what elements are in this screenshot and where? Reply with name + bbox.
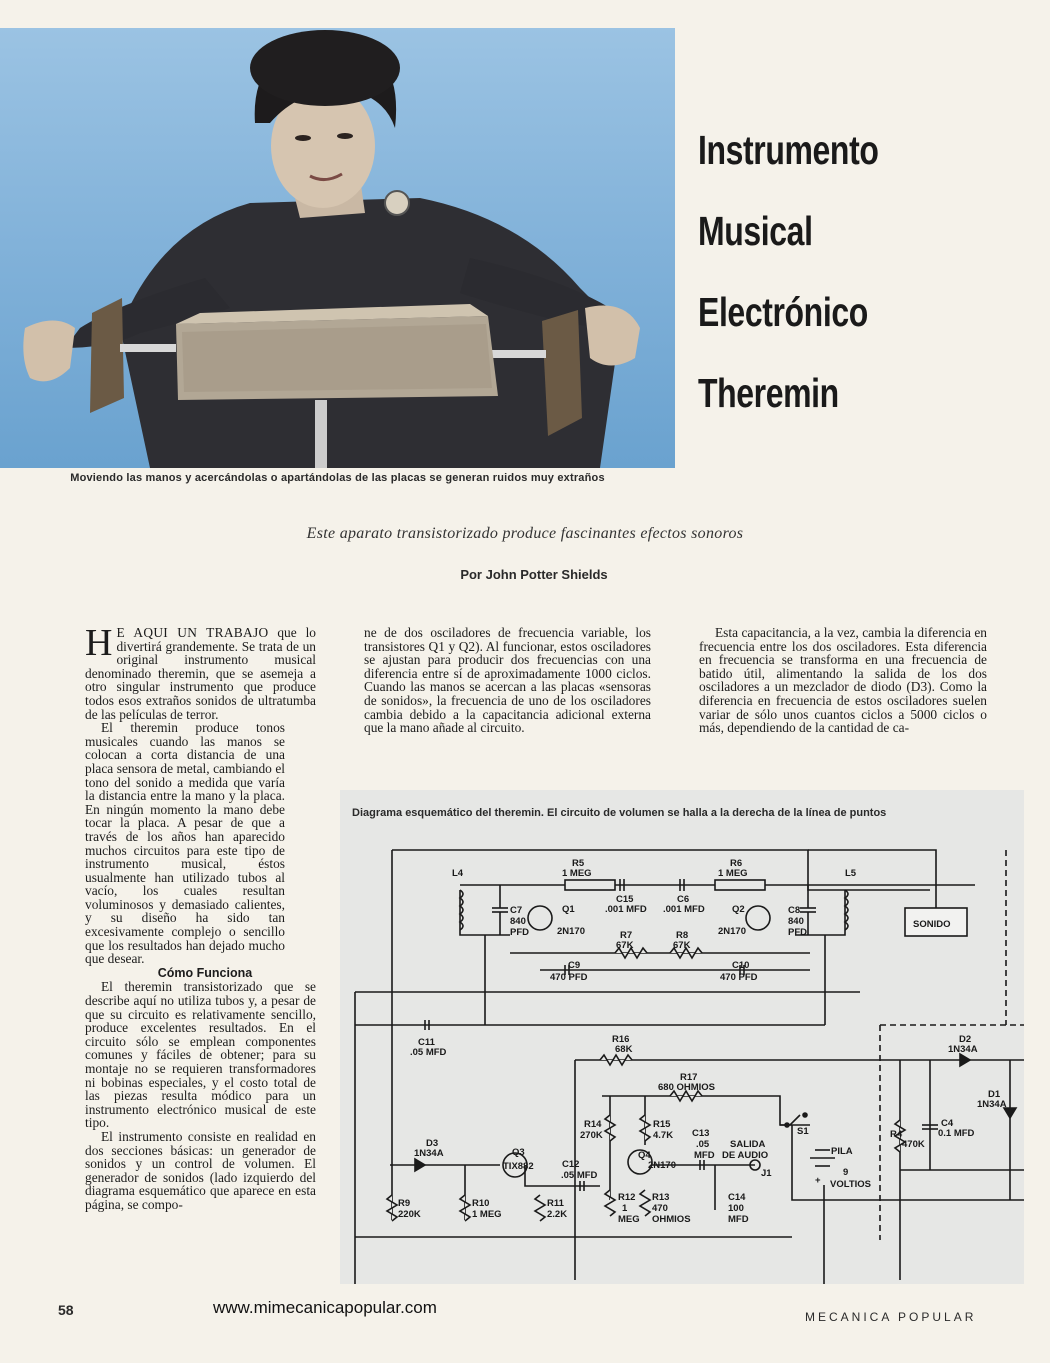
schematic-labels [340,790,1024,1284]
label-q3-type: TIX882 [503,1161,534,1172]
label-r10: R10 [472,1198,490,1209]
label-r6: R6 [730,858,743,869]
paragraph: El instrumento consiste en realidad en dos secciones básicas: un generador de sonidos y un control de volumen. El generador de sonidos (lado izquierdo del diagrama esquemático que aparece en esta página, se compo- [85,1128,316,1212]
label-c4: C4 [941,1118,954,1129]
label-r8: R8 [676,930,689,941]
label-c15: C15 [616,894,634,905]
label-d3: D3 [426,1138,439,1149]
schematic-diagram [340,790,1024,1284]
label-c7-value: 840 [510,916,526,927]
label-d1-value: 1N34A [977,1099,1007,1110]
label-r6-value: 1 MEG [718,868,748,879]
label-c14-value: 100 [728,1203,744,1214]
label-r12-value: 1 [622,1203,628,1214]
label-s1: S1 [797,1126,809,1137]
label-c4-value: 0.1 MFD [938,1128,975,1139]
label-r15-value: 4.7K [653,1130,674,1141]
label-r4-value: 470K [902,1139,925,1150]
label-r11: R11 [547,1198,564,1209]
label-r13-value: 470 [652,1203,668,1214]
title-line: Instrumento [698,127,879,173]
label-c6-value: .001 MFD [663,904,705,915]
photo-caption: Moviendo las manos y acercándolas o apartándolas de las placas se generan ruidos muy extraños [70,472,605,484]
label-r17: R17 [680,1072,698,1083]
text-column-1 [85,622,316,1212]
label-c13-unit: MFD [694,1150,715,1161]
label-salida: SALIDA [730,1139,766,1150]
label-c13-value: .05 [696,1139,710,1150]
label-c7-unit: PFD [510,927,529,938]
label-r13: R13 [652,1192,670,1203]
label-d2-value: 1N34A [948,1044,978,1055]
label-d3-value: 1N34A [414,1148,444,1159]
label-r14-value: 270K [580,1130,603,1141]
paragraph: El theremin transistorizado que se describe aquí no utiliza tubos y, a pesar de que su circuito es relativamente sencillo, produce excelentes resultados. En el circuito sólo se emplean componentes comunes y fáciles de obtener; para su montaje no se requieren transformadores ni bobinas especiales, y el costo total de las piezas resulta módico para un instrumento electrónico musical de este tipo. [85,979,316,1131]
label-c15-value: .001 MFD [605,904,647,915]
label-c7: C7 [510,905,523,916]
label-c9-value: 470 PFD [550,972,588,983]
text-column-3 [699,626,987,735]
label-r12-unit: MEG [618,1214,640,1225]
paragraph: El theremin produce tonos musicales cuando las manos se colocan a corta distancia de una placa sensora de metal, cambiando el tono del sonido a medida que varía la distancia entre la mano y la placa. En ningún momento la mano debe tocar la placa. A pesar de que a través de los años han aparecido muchos circuitos para este tipo de instrumento musical, éstos usualmente han utilizado tubos al vacío, los cuales resultan voluminosos y demasiado calientes, y su diseño ha sido tan excesivamente complejo o sencillo que los resultados han dejado mucho que desear. [85,720,285,967]
label-c13: C13 [692,1128,710,1139]
label-sonido: SONIDO [913,919,951,930]
label-c14: C14 [728,1192,746,1203]
label-j1: J1 [761,1168,772,1179]
title-line: Theremin [698,370,839,416]
label-c11: C11 [418,1037,435,1048]
label-r4: R4 [890,1129,903,1140]
site-url[interactable]: www.mimecanicapopular.com [213,1298,437,1317]
label-q4: Q4 [638,1150,651,1161]
label-c8-unit: PFD [788,927,807,938]
label-c11-value: .05 MFD [410,1047,447,1058]
label-q3: Q3 [512,1147,525,1158]
section-heading: Cómo Funciona [157,965,253,980]
drop-cap: H [85,622,113,664]
label-r7: R7 [620,930,633,941]
label-r9: R9 [398,1198,411,1209]
label-c8-value: 840 [788,916,804,927]
paragraph: ne de dos osciladores de frecuencia variable, los transistores Q1 y Q2). Al funcionar, estos osciladores se ajustan para producir dos frecuencias con una diferencia entre sí de aproximadamente 1000 ciclos. Cuando las manos se acercan a las placas «sensoras de sonidos», la frecuencia de uno de los osciladores cambia debido a la capacitancia adicional externa que la mano añade al circuito. [364,625,651,736]
label-r16-value: 68K [615,1044,633,1055]
photo-illustration [0,28,675,468]
label-r12: R12 [618,1192,636,1203]
label-c8: C8 [788,905,801,916]
paragraph: Esta capacitancia, a la vez, cambia la diferencia en frecuencia entre los dos osciladores. Esta diferencia en frecuencia se transforma en una frecuencia de batido útil, alimentando la salida de los dos osciladores a un mezclador de diodo (D3). Como la diferencia en frecuencia de estos osciladores suelen variar de sólo unos cuantos ciclos a 5000 ciclos o más, dependiendo de la cantidad de ca- [699,625,987,736]
label-c12: C12 [562,1159,580,1170]
label-r5: R5 [572,858,585,869]
label-d2: D2 [959,1034,972,1045]
label-l4: L4 [452,868,464,879]
label-r5-value: 1 MEG [562,868,592,879]
label-q4-type: 2N170 [648,1160,676,1171]
label-c9: C9 [568,960,581,971]
title-line: Electrónico [698,289,868,335]
article-subtitle: Este aparato transistorizado produce fascinantes efectos sonoros [306,525,744,542]
label-r14: R14 [584,1119,602,1130]
label-q2: Q2 [732,904,745,915]
diagram-caption: Diagrama esquemático del theremin. El circuito de volumen se halla a la derecha de la línea de puntos [352,807,887,819]
text-column-2 [364,626,651,735]
label-r16: R16 [612,1034,630,1045]
label-c14-unit: MFD [728,1214,749,1225]
label-r9-value: 220K [398,1209,421,1220]
label-r10-value: 1 MEG [472,1209,502,1220]
page-number: 58 [58,1302,74,1318]
label-q2-type: 2N170 [718,926,746,937]
label-d1: D1 [988,1089,1001,1100]
label-c10: C10 [732,960,750,971]
label-plus: + [815,1175,821,1186]
title-line: Musical [698,208,813,254]
label-pila: PILA [831,1146,853,1157]
label-c12-value: .05 MFD [561,1170,598,1181]
label-r11-value: 2.2K [547,1209,568,1220]
byline: Por John Potter Shields [460,567,608,582]
label-r15: R15 [653,1119,671,1130]
label-l5: L5 [845,868,857,879]
label-de-audio: DE AUDIO [722,1150,769,1161]
label-r13-unit: OHMIOS [652,1214,691,1225]
label-c10-value: 470 PFD [720,972,758,983]
label-r8-value: 67K [673,940,691,951]
label-r17-value: 680 OHMIOS [658,1082,716,1093]
paragraph: H E AQUI UN TRABAJO que lo divertirá grandemente. Se trata de un original instrumento musical denominado theremin, que se asemeja a otro singular instrumento que produce todos esos extraños sonidos de ultratumba de las películas de terror. [85,622,316,722]
label-voltios: VOLTIOS [830,1179,871,1190]
article-title [698,110,963,434]
label-q1-type: 2N170 [557,926,585,937]
magazine-name: MECANICA POPULAR [805,1310,977,1324]
theremin-photo [0,28,675,468]
label-c6: C6 [677,894,690,905]
label-r7-value: 67K [616,940,634,951]
label-q1: Q1 [562,904,575,915]
label-pila-9: 9 [843,1167,849,1178]
